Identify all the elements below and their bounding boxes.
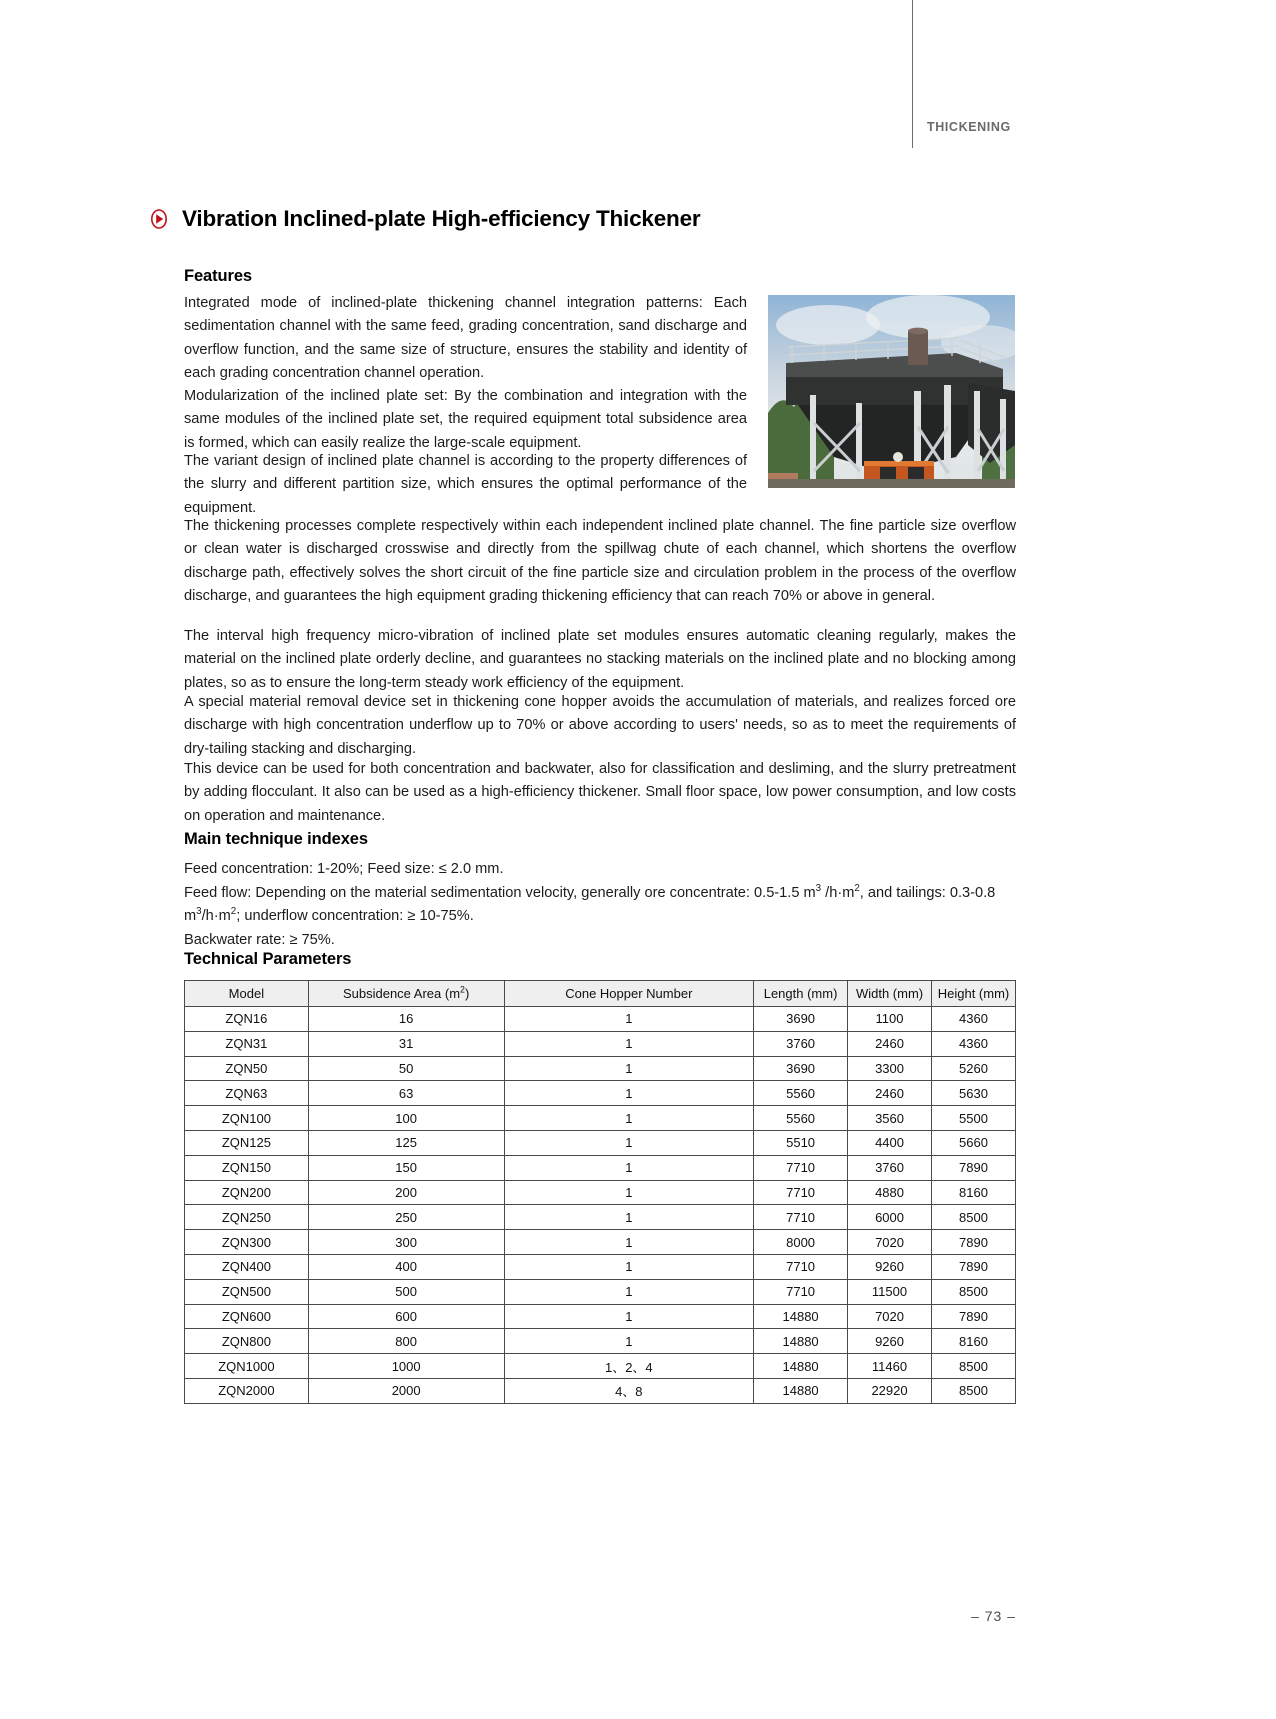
feature-paragraph-7: This device can be used for both concentration and backwater, also for classification and desliming, and the slurry pretreatment by adding flocculant. It also can be used as a high-efficiency thickener. Small floor space, low power consumption, and low costs on operation and maintenance. (184, 761, 1016, 824)
column-header-subsidence-area (308, 981, 504, 1007)
cell-subsidence-area: 200 (308, 1180, 504, 1205)
table-row (185, 1205, 1016, 1230)
cell-length: 14880 (754, 1304, 848, 1329)
cell-height: 5260 (932, 1056, 1016, 1081)
cell-length: 7710 (754, 1180, 848, 1205)
cell-cone-hopper-number: 1 (504, 1056, 754, 1081)
table-body (185, 1007, 1016, 1404)
cell-height: 8500 (932, 1354, 1016, 1379)
cell-model: ZQN800 (185, 1329, 309, 1354)
feature-paragraph-6: A special material removal device set in thickening cone hopper avoids the accumulation of materials, and realizes forced ore discharge with high concentration underflow up to 70% or above according to users' needs, so as to meet the requirements of dry-tailing stacking and discharging. (184, 694, 1016, 757)
cell-subsidence-area: 800 (308, 1329, 504, 1354)
column-header-length: Length (mm) (754, 981, 848, 1007)
cell-cone-hopper-number: 1 (504, 1106, 754, 1131)
cell-height: 8160 (932, 1329, 1016, 1354)
cell-width: 11460 (848, 1354, 932, 1379)
table-row (185, 1155, 1016, 1180)
cell-model: ZQN200 (185, 1180, 309, 1205)
feature-paragraph-1: Integrated mode of inclined-plate thickening channel integration patterns: Each sedimentation channel with the same feed, grading concentration, sand discharge and overflow function, and the same size of structure, ensures the stability and identity of each grading concentration channel operation. (184, 295, 747, 382)
index-line-feed-concentration: Feed concentration: 1-20%; Feed size: ≤ 2.0 mm. (184, 861, 504, 877)
cell-subsidence-area: 1000 (308, 1354, 504, 1379)
cell-cone-hopper-number: 1 (504, 1205, 754, 1230)
cell-cone-hopper-number: 1 (504, 1230, 754, 1255)
cell-subsidence-area: 2000 (308, 1378, 504, 1403)
cell-length: 14880 (754, 1378, 848, 1403)
cell-model: ZQN1000 (185, 1354, 309, 1379)
feature-paragraph-4: The thickening processes complete respectively within each independent inclined plate channel. The fine particle size overflow or clean water is discharged crosswise and directly from the spillwag chute of each channel, which shortens the overflow discharge path, effectively solves the short circuit of the fine particle size and circulation problem in the process of the overflow discharge, and guarantees the high equipment grading thickening efficiency that can reach 70% or above in general. (184, 518, 1016, 605)
cell-length: 7710 (754, 1205, 848, 1230)
cell-width: 7020 (848, 1304, 932, 1329)
feed-flow-sup-2: 2 (854, 882, 860, 894)
cell-height: 7890 (932, 1254, 1016, 1279)
table-row (185, 1378, 1016, 1403)
cell-height: 7890 (932, 1304, 1016, 1329)
cell-length: 7710 (754, 1155, 848, 1180)
cell-width: 4400 (848, 1130, 932, 1155)
cell-subsidence-area: 250 (308, 1205, 504, 1230)
column-header-height: Height (mm) (932, 981, 1016, 1007)
cell-cone-hopper-number: 1 (504, 1304, 754, 1329)
feed-flow-sup-4: 2 (230, 906, 237, 918)
index-line-feed-flow (184, 882, 1020, 929)
cell-model: ZQN63 (185, 1081, 309, 1106)
table-row (185, 1031, 1016, 1056)
cell-length: 14880 (754, 1329, 848, 1354)
circle-arrow-right-icon (148, 208, 170, 230)
cell-width: 3560 (848, 1106, 932, 1131)
cell-model: ZQN31 (185, 1031, 309, 1056)
cell-subsidence-area: 50 (308, 1056, 504, 1081)
cell-length: 14880 (754, 1354, 848, 1379)
table-row (185, 1081, 1016, 1106)
cell-cone-hopper-number: 1 (504, 1007, 754, 1032)
cell-length: 5510 (754, 1130, 848, 1155)
technical-parameters-table-wrap (184, 980, 1016, 1404)
cell-cone-hopper-number: 4、8 (504, 1378, 754, 1403)
cell-length: 5560 (754, 1081, 848, 1106)
technical-parameters-table (184, 980, 1016, 1404)
features-heading: Features (184, 267, 252, 285)
cell-cone-hopper-number: 1 (504, 1329, 754, 1354)
cell-width: 11500 (848, 1279, 932, 1304)
table-row (185, 1130, 1016, 1155)
feed-flow-sup-3: 3 (196, 906, 202, 918)
thickener-photo (768, 295, 1015, 488)
column-header-cone-hopper-number: Cone Hopper Number (504, 981, 754, 1007)
cell-height: 4360 (932, 1007, 1016, 1032)
cell-length: 8000 (754, 1230, 848, 1255)
feature-paragraph-5: The interval high frequency micro-vibration of inclined plate set modules ensures automatic cleaning regularly, makes the material on the inclined plate orderly decline, and guarantees no stacking materials on the inclined plate and no blocking among plates, so as to ensure the long-term steady work efficiency of the equipment. (184, 628, 1016, 691)
cell-subsidence-area: 125 (308, 1130, 504, 1155)
table-row (185, 1354, 1016, 1379)
cell-length: 3690 (754, 1007, 848, 1032)
cell-width: 9260 (848, 1329, 932, 1354)
table-row (185, 1304, 1016, 1329)
technical-parameters-heading: Technical Parameters (184, 950, 352, 968)
cell-subsidence-area: 63 (308, 1081, 504, 1106)
cell-width: 1100 (848, 1007, 932, 1032)
cell-model: ZQN100 (185, 1106, 309, 1131)
feed-flow-sup-1: 3 (815, 882, 822, 894)
cell-model: ZQN50 (185, 1056, 309, 1081)
cell-height: 8500 (932, 1279, 1016, 1304)
area-header-prefix: Subsidence Area (m (342, 986, 461, 1001)
cell-height: 5500 (932, 1106, 1016, 1131)
cell-height: 5630 (932, 1081, 1016, 1106)
column-header-model: Model (185, 981, 309, 1007)
main-technique-indexes-heading: Main technique indexes (184, 830, 368, 848)
table-row (185, 1230, 1016, 1255)
cell-model: ZQN300 (185, 1230, 309, 1255)
cell-model: ZQN2000 (185, 1378, 309, 1403)
cell-cone-hopper-number: 1 (504, 1031, 754, 1056)
cell-cone-hopper-number: 1 (504, 1155, 754, 1180)
table-header-row (185, 981, 1016, 1007)
cell-subsidence-area: 300 (308, 1230, 504, 1255)
cell-cone-hopper-number: 1、2、4 (504, 1354, 754, 1379)
cell-length: 3690 (754, 1056, 848, 1081)
cell-model: ZQN600 (185, 1304, 309, 1329)
table-row (185, 1329, 1016, 1354)
feed-flow-part-4: /h·m (201, 908, 231, 925)
cell-model: ZQN250 (185, 1205, 309, 1230)
table-row (185, 1106, 1016, 1131)
area-header-sup: 2 (460, 984, 465, 995)
cell-model: ZQN150 (185, 1155, 309, 1180)
page-title-row (148, 206, 1028, 232)
cell-width: 3300 (848, 1056, 932, 1081)
cell-cone-hopper-number: 1 (504, 1180, 754, 1205)
cell-height: 7890 (932, 1230, 1016, 1255)
table-row (185, 1180, 1016, 1205)
feed-flow-part-3: , and tailings: 0.3-0.8 m (184, 884, 996, 925)
cell-width: 7020 (848, 1230, 932, 1255)
cell-length: 7710 (754, 1254, 848, 1279)
cell-subsidence-area: 400 (308, 1254, 504, 1279)
column-header-width: Width (mm) (848, 981, 932, 1007)
area-header-suffix: ) (464, 986, 470, 1001)
feed-flow-part-1: Feed flow: Depending on the material sedimentation velocity, generally ore concentrate: 0.5-1.5 m (184, 884, 816, 901)
cell-height: 7890 (932, 1155, 1016, 1180)
cell-height: 4360 (932, 1031, 1016, 1056)
feed-flow-part-5: ; underflow concentration: ≥ 10-75%. (236, 908, 474, 925)
cell-subsidence-area: 500 (308, 1279, 504, 1304)
cell-cone-hopper-number: 1 (504, 1081, 754, 1106)
cell-width: 4880 (848, 1180, 932, 1205)
cell-model: ZQN16 (185, 1007, 309, 1032)
feature-paragraph-2: Modularization of the inclined plate set: By the combination and integration with the same modules of the inclined plate set, the required equipment total subsidence area is formed, which can easily realize the large-scale equipment. (184, 388, 747, 451)
cell-width: 22920 (848, 1378, 932, 1403)
cell-length: 7710 (754, 1279, 848, 1304)
cell-subsidence-area: 100 (308, 1106, 504, 1131)
cell-subsidence-area: 31 (308, 1031, 504, 1056)
page-number: – 73 – (971, 1608, 1016, 1624)
table-row (185, 1254, 1016, 1279)
running-head: THICKENING (927, 120, 1011, 134)
cell-cone-hopper-number: 1 (504, 1279, 754, 1304)
cell-model: ZQN125 (185, 1130, 309, 1155)
cell-width: 9260 (848, 1254, 932, 1279)
cell-subsidence-area: 150 (308, 1155, 504, 1180)
cell-width: 3760 (848, 1155, 932, 1180)
cell-subsidence-area: 16 (308, 1007, 504, 1032)
cell-cone-hopper-number: 1 (504, 1254, 754, 1279)
table-row (185, 1007, 1016, 1032)
table-row (185, 1279, 1016, 1304)
cell-cone-hopper-number: 1 (504, 1130, 754, 1155)
cell-height: 8500 (932, 1378, 1016, 1403)
cell-width: 6000 (848, 1205, 932, 1230)
table-row (185, 1056, 1016, 1081)
page-title: Vibration Inclined-plate High-efficiency Thickener (182, 206, 701, 231)
cell-height: 5660 (932, 1130, 1016, 1155)
cell-subsidence-area: 600 (308, 1304, 504, 1329)
cell-model: ZQN400 (185, 1254, 309, 1279)
feed-flow-part-2: /h·m (821, 884, 855, 901)
cell-height: 8500 (932, 1205, 1016, 1230)
cell-length: 3760 (754, 1031, 848, 1056)
cell-width: 2460 (848, 1031, 932, 1056)
cell-width: 2460 (848, 1081, 932, 1106)
cell-height: 8160 (932, 1180, 1016, 1205)
cell-model: ZQN500 (185, 1279, 309, 1304)
feature-paragraph-3: The variant design of inclined plate channel is according to the property differences of the slurry and different partition size, which ensures the optimal performance of the equipment. (184, 453, 747, 516)
index-line-backwater-rate: Backwater rate: ≥ 75%. (184, 931, 335, 948)
cell-length: 5560 (754, 1106, 848, 1131)
technique-index-list (184, 858, 1020, 952)
header-vertical-rule (912, 0, 913, 148)
